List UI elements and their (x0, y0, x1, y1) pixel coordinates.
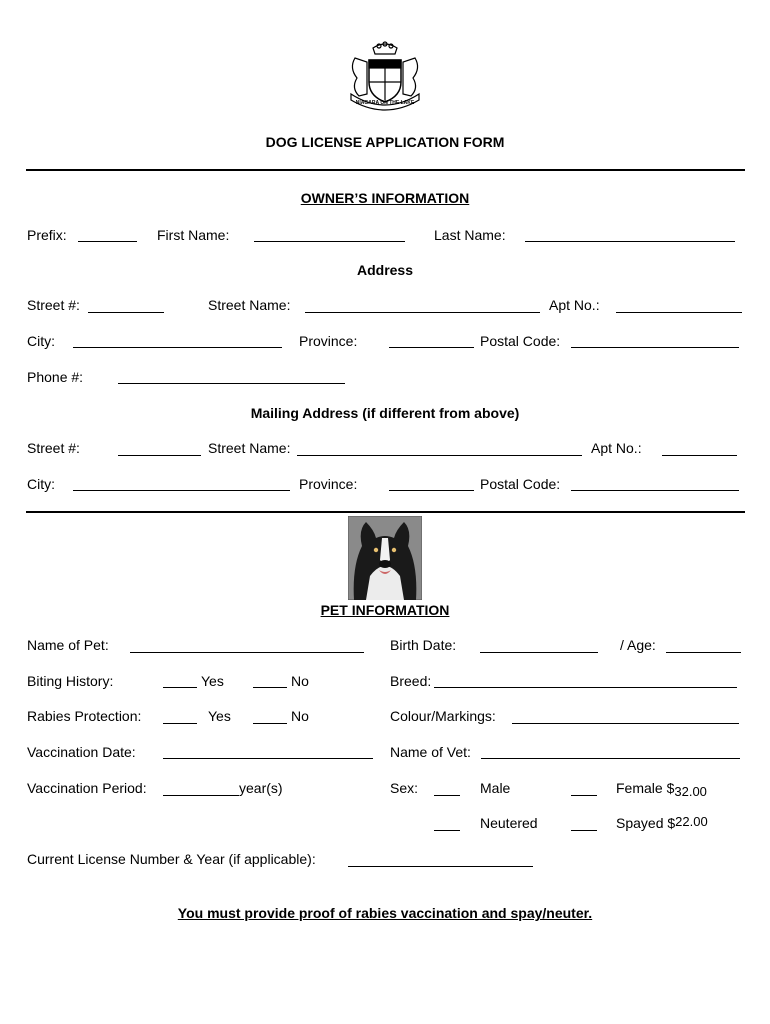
first-name-label: First Name: (157, 227, 230, 243)
rabies-yes-label: Yes (208, 708, 231, 724)
neutered-label: Neutered (480, 815, 538, 831)
biting-no-label: No (291, 673, 309, 689)
street-number-label: Street #: (27, 297, 80, 313)
rabies-yes-field[interactable] (163, 723, 197, 724)
rabies-proof-notice: You must provide proof of rabies vaccination and spay/neuter. (177, 905, 593, 921)
postal-code-field[interactable] (571, 347, 739, 348)
birth-date-field[interactable] (480, 652, 598, 653)
last-name-field[interactable] (525, 241, 735, 242)
pet-name-field[interactable] (130, 652, 364, 653)
vaccination-date-label: Vaccination Date: (27, 744, 136, 760)
postal-code-label: Postal Code: (480, 333, 561, 349)
crest-motto: NIAGARA ON THE LAKE (355, 100, 415, 106)
mailing-address-heading: Mailing Address (if different from above) (250, 405, 520, 421)
colour-markings-label: Colour/Markings: (390, 708, 496, 724)
apt-no-field[interactable] (616, 312, 742, 313)
phone-label: Phone #: (27, 369, 84, 385)
current-license-label: Current License Number & Year (if applicable): (27, 851, 316, 867)
pet-info-heading: PET INFORMATION (320, 602, 450, 618)
middle-divider (26, 511, 745, 513)
rabies-protection-label: Rabies Protection: (27, 708, 142, 724)
owner-info-heading: OWNER’S INFORMATION (300, 190, 470, 206)
vet-name-field[interactable] (481, 758, 740, 759)
female-field[interactable] (571, 795, 597, 796)
vaccination-date-field[interactable] (163, 758, 373, 759)
mailing-province-field[interactable] (389, 490, 474, 491)
rabies-no-field[interactable] (253, 723, 287, 724)
birth-date-label: Birth Date: (390, 637, 457, 653)
apt-no-label: Apt No.: (549, 297, 600, 313)
sex-label: Sex: (390, 780, 419, 796)
province-label: Province: (299, 333, 358, 349)
prefix-field[interactable] (78, 241, 137, 242)
vaccination-period-field[interactable] (163, 795, 239, 796)
mailing-apt-no-label: Apt No.: (591, 440, 642, 456)
female-option (616, 780, 707, 797)
colour-markings-field[interactable] (512, 723, 739, 724)
rabies-no-label: No (291, 708, 309, 724)
female-label: Female (616, 780, 663, 796)
province-field[interactable] (389, 347, 474, 348)
mailing-city-label: City: (27, 476, 55, 492)
spayed-price-sign: $ (667, 815, 676, 831)
top-divider (26, 169, 745, 171)
neutered-field[interactable] (434, 830, 460, 831)
city-label: City: (27, 333, 55, 349)
city-field[interactable] (73, 347, 282, 348)
dog-photo (348, 516, 422, 600)
first-name-field[interactable] (254, 241, 405, 242)
vet-name-label: Name of Vet: (390, 744, 471, 760)
mailing-apt-no-field[interactable] (662, 455, 737, 456)
female-price: 32.00 (674, 784, 707, 799)
breed-field[interactable] (434, 687, 737, 688)
current-license-field[interactable] (348, 866, 533, 867)
biting-yes-label: Yes (201, 673, 224, 689)
street-name-label: Street Name: (208, 297, 291, 313)
male-label: Male (480, 780, 511, 796)
spayed-field[interactable] (571, 830, 597, 831)
last-name-label: Last Name: (434, 227, 506, 243)
female-price-sign: $ (666, 780, 675, 796)
breed-label: Breed: (390, 673, 432, 689)
spayed-price: 22.00 (675, 814, 708, 829)
town-crest-logo (343, 38, 427, 118)
street-number-field[interactable] (88, 312, 164, 313)
mailing-street-number-label: Street #: (27, 440, 80, 456)
phone-field[interactable] (118, 383, 345, 384)
mailing-postal-code-label: Postal Code: (480, 476, 561, 492)
age-label: / Age: (620, 637, 656, 653)
spayed-option (616, 815, 708, 832)
street-name-field[interactable] (305, 312, 540, 313)
form-title: DOG LICENSE APPLICATION FORM (265, 134, 505, 150)
male-field[interactable] (434, 795, 460, 796)
mailing-street-number-field[interactable] (118, 455, 201, 456)
prefix-label: Prefix: (27, 227, 67, 243)
biting-yes-field[interactable] (163, 687, 197, 688)
mailing-street-name-label: Street Name: (208, 440, 291, 456)
mailing-province-label: Province: (299, 476, 358, 492)
spayed-label: Spayed (616, 815, 664, 831)
biting-no-field[interactable] (253, 687, 287, 688)
vaccination-period-label: Vaccination Period: (27, 780, 147, 796)
pet-name-label: Name of Pet: (27, 637, 109, 653)
address-heading: Address (356, 262, 414, 278)
years-label: year(s) (239, 780, 283, 796)
mailing-city-field[interactable] (73, 490, 290, 491)
age-field[interactable] (666, 652, 741, 653)
biting-history-label: Biting History: (27, 673, 114, 689)
mailing-postal-code-field[interactable] (571, 490, 739, 491)
mailing-street-name-field[interactable] (297, 455, 582, 456)
